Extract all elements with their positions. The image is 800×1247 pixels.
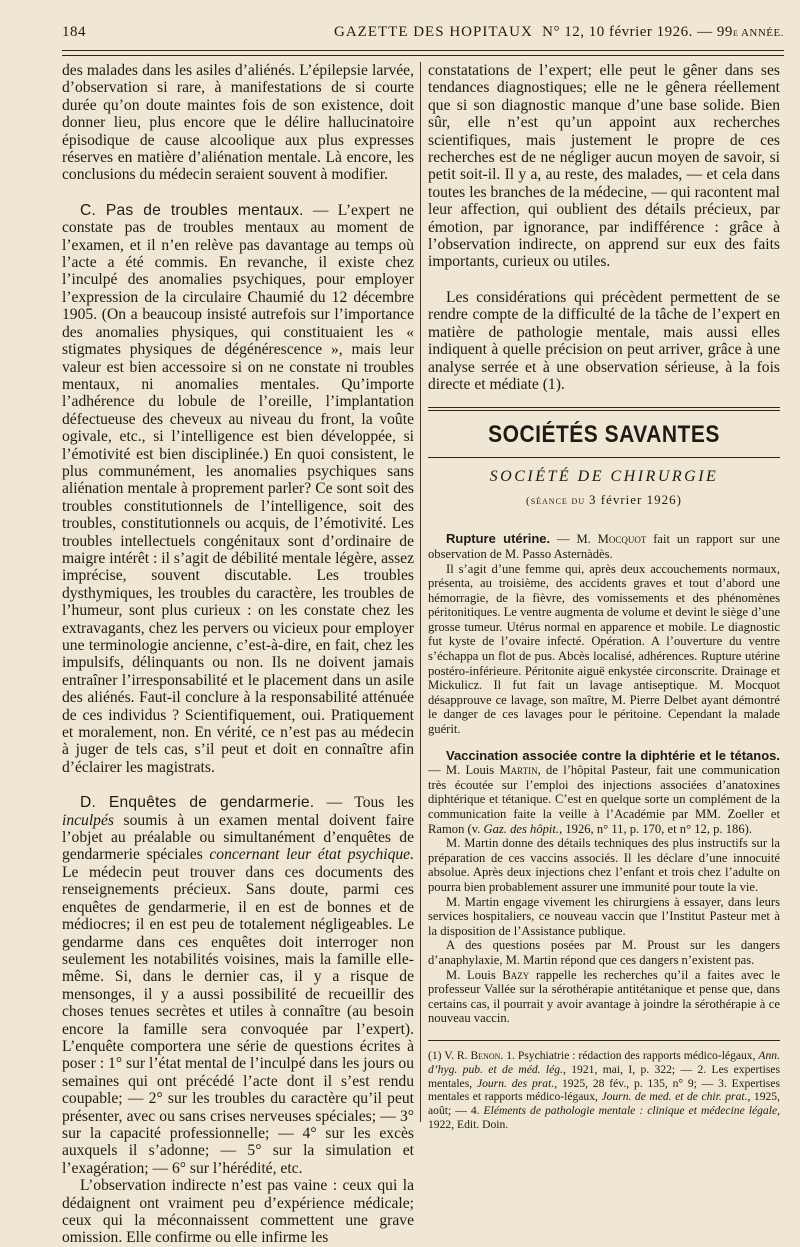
rupture-intro-1: — M. xyxy=(550,532,598,547)
footnote-part-1: (1) V. R. xyxy=(428,1048,471,1062)
footnote-rule xyxy=(428,1040,780,1041)
paragraph-epilepsie: des malades dans les asiles d’aliénés. L’épilepsie larvée, d’observation si rare, à manifestations de si courte durée qu’on doute maintes fois de son existence, doit donner lieu, plus encore que le délire hallucinatoire épisodique de cause alcoolique aux plus expresses réserves en matière d’aliénation mentale. Là encore, les conclusions du médecin seraient souvent à modifier. xyxy=(62,62,414,184)
section-d-italic-etat: concernant leur état psychique. xyxy=(209,846,414,864)
section-d-text-3: Le médecin peut trouver dans ces documents des renseignements précieux. Sans doute, parmi ces enquêtes de gendarmerie, il en est de bonnes et de médiocres; il en est peu de totalement négligeables. Le gendarme dans ces enquêtes doit interroger non seulement les notabilités voisines, mais la famille elle-même. Si, dans le dernier cas, il y a risque de mensonges, il y a aussi possibilité de recueillir des choses tenues secrètes et utiles à connaître (au besoin encore la famille sera convoquée par l’expert). L’enquête comportera une série de questions écrites à poser : 1° sur l’état mental de l’inculpé dans les jours ou semaines qui ont précédé l’acte dont il s’est rendu coupable; — 2° sur les troubles du caractère qu’il peut présenter, avec ou sans crises nerveuses spéciales; — 3° sur la capacité professionnelle; — 4° sur les excès auxquels il s’adonne; — 5° sur la simulation et l’exagération; — 6° sur l’hérédité, etc. xyxy=(62,863,414,1177)
vacc-author: Martin xyxy=(499,763,538,778)
header-rule xyxy=(62,50,784,56)
vacc-p5-2: rappelle les recherches qu’il a faites avec le professeur Vallée sur la sérothérapie antitétanique et pense que, dans certains cas, il pourrait y avoir avantage à joindre la sérothérapie à ce nouveau vaccin. xyxy=(428,967,780,1026)
footnote-journal-ann: Ann. d’hyg. pub. et de méd. lég. xyxy=(428,1048,780,1076)
vacc-p5-1: M. Louis xyxy=(446,967,503,982)
vacc-reference: Gaz. des hôpit. xyxy=(483,821,560,836)
section-d xyxy=(62,794,414,1177)
vacc-p5-author: Bazy xyxy=(502,967,530,982)
paragraph-observation-indirecte: L’observation indirecte n’est pas vaine : ceux qui la dédaignent ont vraiment peu d’expérience médicale; ceux qui la méconnaissent commettent une grave omission. Elle confirme ou elle infirme les xyxy=(62,1177,414,1247)
footnote-part-3: , 1921, mai, I, p. 322; — 2. Les expertises mentales, xyxy=(428,1062,780,1090)
issue-year-suffix: e ANNÉE. xyxy=(732,27,784,39)
section-c xyxy=(62,202,414,776)
footnote xyxy=(428,1049,780,1132)
rupture-uterine-heading: Rupture utérine. xyxy=(446,531,551,547)
right-column xyxy=(428,62,780,1131)
issue-info xyxy=(542,24,784,41)
vaccination-heading: Vaccination associée contre la diphtérie et le tétanos. xyxy=(446,747,780,763)
paragraph-considerations: Les considérations qui précèdent permettent de se rendre compte de la difficulté de la tâche de l’expert en matière de pathologie mentale, mais aussi elles indiquent à quelle précision on peut arriver, grâce à une analyse serrée et à une observation sérieuse, à la fois directe et médiate (1). xyxy=(428,288,780,393)
page-header xyxy=(62,20,784,46)
footnote-part-2: . 1. Psychiatrie : rédaction des rapports médico-légaux, xyxy=(500,1048,759,1062)
footnote-part-6: , 1922, Edit. Doin. xyxy=(428,1104,780,1131)
seance-label: (séance du xyxy=(526,495,586,508)
societes-bottom-rule xyxy=(428,457,780,458)
footnote-journal-med: Journ. de med. et de chir. prat. xyxy=(601,1090,748,1104)
footnote-journal-prat: Journ. des prat. xyxy=(476,1076,555,1090)
vaccination-paragraph-2: M. Martin donne des détails techniques des plus instructifs sur la préparation de ces vaccins associés. Il les déclare d’une innocuité absolue. Après deux injections chez l’enfant et trois chez l’adulte on pourra bien probablement assurer une immunité pour toute la vie. xyxy=(428,836,780,894)
footnote-part-5: , 1925, août; — 4. xyxy=(428,1090,780,1118)
societes-savantes-heading: SOCIÉTÉS SAVANTES xyxy=(488,421,720,448)
section-d-text-2: soumis à un examen mental doivent faire l’objet au préalable ou simultanément d’enquêtes de gendarmerie spéciales xyxy=(62,811,414,864)
section-c-text: — L’expert ne constate pas de troubles mentaux au moment de l’examen, et il n’en relève pas davantage au temps où l’acte a été commis. En revanche, il existe chez l’inculpé des anomalies psychiques, pour employer l’expression de la circulaire Chaumié du 12 décembre 1905. (On a beaucoup insisté autrefois sur l’importance des anomalies physiques, qui constituaient les « stigmates physiques de dégénérescence », mais leur valeur est bien accessoire si on ne constate ni troubles mentaux, ni anomalies mentales. Qu’importe l’adhérence du lobule de l’oreille, l’implantation défectueuse des cheveux au niveau du front, la voûte ogivale, etc., si l’intelligence est bien développée, si l’émotivité est bien disciplinée.) En quoi consistent, le plus communément, les anomalies psychiques sans aliénation mentale à proprement parler? Ce sont soit des troubles constitutionnels de l’intelligence, soit des troubles, constitutionnels ou acquis, de l’émotivité. Les troubles intellectuels congénitaux sont d’ordinaire de maigre intérêt : il s’agit de débilité mentale légère, assez imprécise, souvent discutable. Les troubles dysthymiques, les troubles du caractère, les troubles de l’humeur, sont plus curieux : on les constate chez les extravagants, chez les pervers ou vicieux pour employer une terminologie ancienne, c’est-à-dire, en fait, chez les impulsifs, délinquants ou non. Ils ne doivent jamais entraîner l’irresponsabilité et le placement dans un asile des aliénés. Faut-il conclure à la responsabilité atténuée de ces individus ? Scientifiquement, oui. Pratiquement et moralement, non. En vérité, ce n’est pas au médecin à juger de tels cas, s’il peut et doit en connaître afin d’éclairer les magistrats. xyxy=(62,201,414,776)
rupture-author: Mocquot xyxy=(597,532,647,547)
section-d-text-1: — Tous les xyxy=(314,794,414,812)
paragraph-constatations: constatations de l’expert; elle peut le gêner dans ses tendances diagnostiques; elle ne le gênera réellement que si son diagnostic manque d’une base solide. Bien sûr, elle n’est qu’un appoint aux recherches scientifiques, mais justement le propre de ces recherches est de ne négliger aucun moyen de savoir, si petit soit-il. Il y a, au reste, des malades, — et cela dans toutes les branches de la médecine, — qui racontent mal leur affection, qui oublient des détails précieux, par émotion, par ignorance, par indifférence : grâce à l’observation indirecte, on apprend sur eux des faits importants, curieux ou utiles. xyxy=(428,62,780,271)
vacc-intro-2: , de l’hôpital Pasteur, fait une communication très écoutée sur l’emploi des injections associées d’anatoxines diphtérique et tétanique. C’est en quelque sorte un complément de la communication faite la veille à l’Académie par MM. Zoeller et Ramon (v. xyxy=(428,763,780,836)
vaccination-paragraph-3: M. Martin engage vivement les chirurgiens à essayer, dans leurs services hospitaliers, ce nouveau vaccin que l’Institut Pasteur met à la disposition de l’Assistance publique. xyxy=(428,894,780,938)
section-d-heading: D. Enquêtes de gendarmerie. xyxy=(80,794,315,812)
vaccination-intro xyxy=(428,749,780,837)
section-d-italic-inculpes: inculpés xyxy=(62,811,114,829)
seance-date-value: 3 février 1926) xyxy=(589,492,682,508)
footnote-author: Benon xyxy=(470,1048,501,1062)
issue-number-date: N° 12, 10 février 1926. — 99 xyxy=(542,24,733,40)
vacc-intro-3: , 1926, n° 11, p. 170, et n° 12, p. 186). xyxy=(559,821,752,836)
seance-date xyxy=(428,492,780,508)
societes-top-rule xyxy=(428,407,780,411)
societe-chirurgie-heading: SOCIÉTÉ DE CHIRURGIE xyxy=(489,468,719,486)
rupture-uterine-intro xyxy=(428,532,780,561)
section-c-heading: C. Pas de troubles mentaux. xyxy=(80,201,304,219)
vaccination-paragraph-5 xyxy=(428,968,780,1026)
journal-title: GAZETTE DES HOPITAUX xyxy=(334,24,533,40)
footnote-part-4: , 1925, 28 fév., p. 135, n° 9; — 3. Expertises mentales et rapports médico-légaux, xyxy=(428,1076,780,1104)
vaccination-paragraph-4: A des questions posées par M. Proust sur les dangers d’anaphylaxie, M. Martin répond que ces dangers n’existent pas. xyxy=(428,938,780,967)
left-column xyxy=(62,62,414,1247)
rupture-uterine-text: Il s’agit d’une femme qui, après deux accouchements normaux, présenta, au troisième, des accidents graves et tout d’abord une hémorragie, de la fièvre, des vomissements et des phénomènes péritonitiques. Le ventre augmenta de volume et devint le siège d’une grosse tumeur. Utérus normal en apparence et mobile. Le diagnostic fut kyste de l’ovaire infecté. Opération. A l’ouverture du ventre s’échappa un flot de pus. Abcès localisé, adhérences. Rupture utérine postéro-inférieure. Péritonite aiguë enkystée circonscrite. Drainage et Mickulicz. Il fut fait un lavage antiseptique. M. Mocquot désapprouve ce lavage, son maître, M. Pierre Delbet ayant démontré le danger de ces lavages pour le péritoine. Cependant la malade guérit. xyxy=(428,561,780,737)
rupture-intro-2: fait un rapport sur une observation de M. Passo Asternàdès. xyxy=(428,532,780,561)
footnote-book-title: Eléments de pathologie mentale : clinique et médecine légale xyxy=(483,1104,778,1118)
page-number: 184 xyxy=(62,24,86,40)
vacc-intro-1: — M. Louis xyxy=(428,763,500,778)
column-divider xyxy=(420,62,421,1122)
